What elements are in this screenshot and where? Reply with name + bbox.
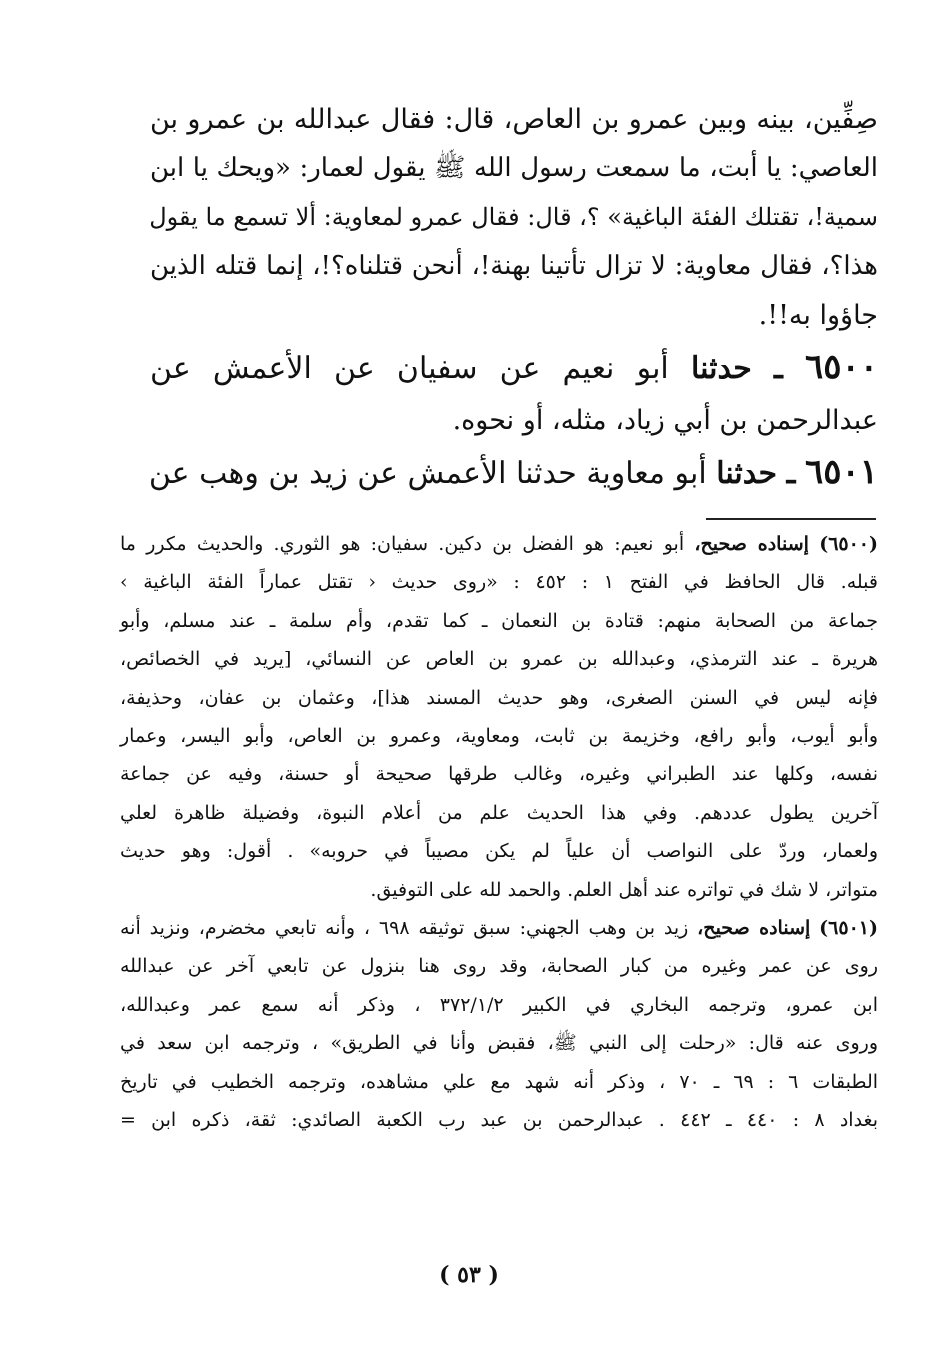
main-line: هذا؟، فقال معاوية: لا تزال تأتينا بهنة!، أنحن قتلناه؟!، إنما قتله الذين	[150, 251, 878, 281]
footnote-line: ابن عمرو، وترجمه البخاري في الكبير ٣٧٢/١/٢ ، وذكر أنه سمع عمر وعبدالله،	[120, 993, 878, 1016]
footnote-divider	[706, 518, 876, 520]
footnote-text: زيد بن وهب الجهني: سبق توثيقه ٦٩٨ ، وأنه تابعي مخضرم، ونزيد أنه	[120, 917, 689, 940]
footnote-6501-first-line	[120, 909, 878, 947]
footnote-text: أبو نعيم: هو الفضل بن دكين. سفيان: هو الثوري. والحديث مكرر ما	[120, 533, 685, 555]
main-line: صِفِّين، بينه وبين عمرو بن العاص، قال: فقال عبدالله بن عمرو بن	[150, 104, 878, 135]
footnote-line: آخرين يطول عددهم. وفي هذا الحديث علم من أعلام النبوة، وفضيلة ظاهرة لعلي	[120, 801, 878, 824]
haddathana-label: حدثنا	[690, 351, 752, 386]
footnote-heading: إسناده صحيح،	[694, 533, 809, 555]
footnote-number: (٦٥٠٠)	[819, 533, 879, 555]
hadith-number: ٦٥٠٠	[804, 347, 878, 387]
footnote-heading: إسناده صحيح،	[697, 917, 811, 940]
main-text	[150, 95, 878, 501]
footnote-line: فإنه ليس في السنن الصغرى، وهو حديث المسند هذا]، وعثمان بن عفان، وحذيفة،	[120, 686, 878, 709]
hadith-6501-line1	[150, 445, 878, 501]
hadith-dash: ـ	[773, 351, 783, 386]
footnote-line: قبله. قال الحافظ في الفتح ١ : ٤٥٢ : «روى حديث ‹ تقتل عماراً الفئة الباغية ›	[120, 571, 878, 594]
main-line: العاصي: يا أبت، ما سمعت رسول الله ﷺ يقول لعمار: «ويحك يا ابن	[150, 153, 878, 183]
hadith-6500-line2: عبدالرحمن بن أبي زياد، مثله، أو نحوه.	[452, 405, 878, 436]
footnote-line: وروى عنه قال: «رحلت إلى النبي ﷺ، فقبض وأنا في الطريق» ، وترجمه ابن سعد في	[120, 1032, 878, 1055]
footnote-line: وأبو أيوب، وأبو رافع، وخزيمة بن ثابت، ومعاوية، وعمرو بن العاص، وأبو اليسر، وعمار	[120, 725, 878, 748]
footnote-line: ولعمار، وردّ على النواصب أن علياً لم يكن مصيباً في حروبه» . أقول: وهو حديث	[120, 840, 878, 863]
footnote-line: متواتر، لا شك في تواتره عند أهل العلم. والحمد لله على التوفيق.	[370, 878, 878, 901]
footnote-line: هريرة ـ عند الترمذي، وعبدالله بن عمرو بن العاص عن النسائي، [يريد في الخصائص،	[120, 648, 878, 671]
footnote-line: بغداد ٨ : ٤٤٠ ـ ٤٤٢ . عبدالرحمن بن عبد رب الكعبة الصائدي: ثقة، ذكره ابن =	[120, 1109, 878, 1132]
main-line: سمية!، تقتلك الفئة الباغية» ؟، قال: فقال عمرو لمعاوية: ألا تسمع ما يقول	[149, 203, 878, 231]
footnote-number: (٦٥٠١)	[819, 917, 878, 940]
main-line: جاؤوا به!!.	[758, 300, 878, 331]
footnote-line: الطبقات ٦ : ٦٩ ـ ٧٠ ، وذكر أنه شهد مع علي مشاهده، وترجمه الخطيب في تاريخ	[120, 1070, 879, 1093]
hadith-number: ٦٥٠١	[804, 452, 878, 492]
haddathana-label: حدثنا	[716, 456, 778, 491]
hadith-isnad-text: أبو معاوية حدثنا الأعمش عن زيد بن وهب عن	[148, 456, 707, 491]
footnote-line: نفسه، وكلها عند الطبراني وغيره، وغالب طرقها صحيحة أو حسنة، وفيه عن جماعة	[120, 763, 878, 786]
footnotes	[120, 525, 878, 1140]
footnote-6500-first-line	[120, 525, 878, 563]
footnote-line: جماعة من الصحابة منهم: قتادة بن النعمان ـ كما تقدم، وأم سلمة ـ عند مسلم، وأبو	[120, 609, 878, 632]
hadith-isnad-text: أبو نعيم عن سفيان عن الأعمش عن	[150, 351, 669, 386]
page-number: ( ٥٣ )	[439, 1262, 499, 1288]
footnote-line: روى عن عمر وغيره من كبار الصحابة، وقد روى هنا بنزول عن تابعي آخر عن عبدالله	[120, 955, 878, 978]
hadith-6500-line1	[150, 340, 878, 396]
hadith-dash: ـ	[786, 456, 796, 491]
